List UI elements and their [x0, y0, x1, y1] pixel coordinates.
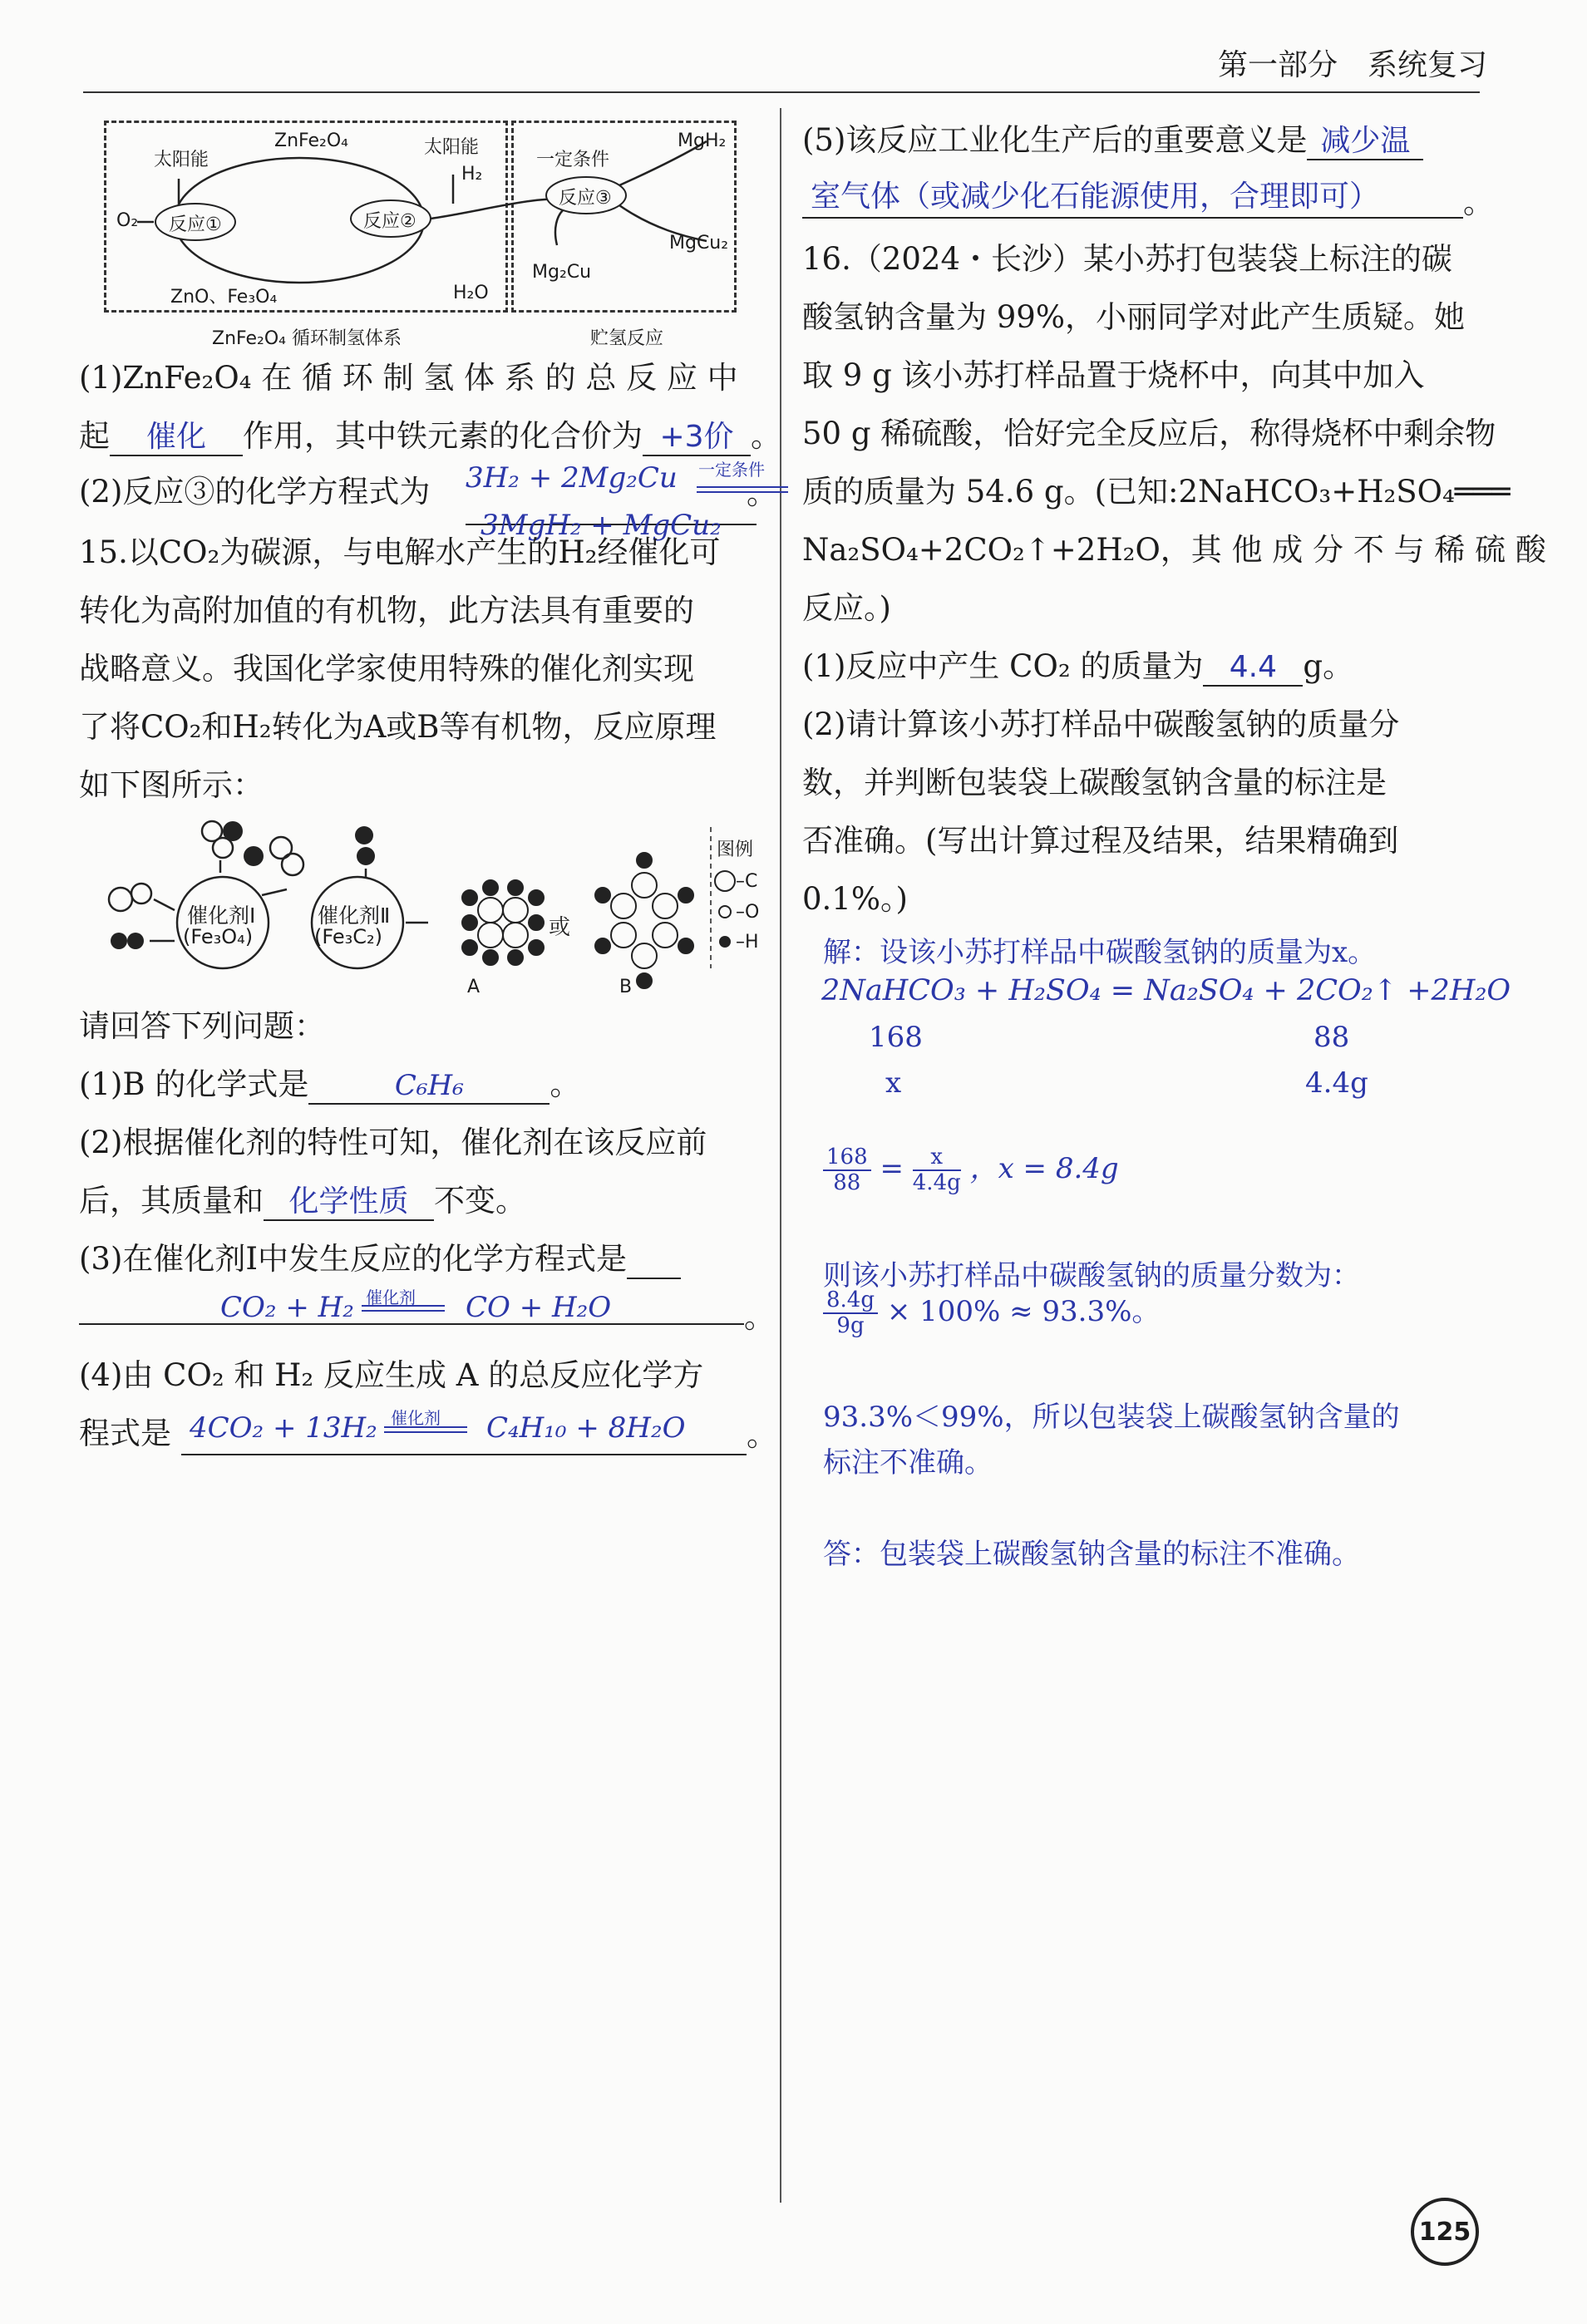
- q14-text: 起: [79, 418, 110, 454]
- q16-blank-1: [1203, 648, 1303, 687]
- znfe2o4-diagram: [104, 121, 736, 357]
- q15-blank-3a: [627, 1241, 681, 1279]
- reaction3-label: 反应③: [559, 188, 612, 209]
- q14-blank-2: [643, 418, 751, 456]
- q15-eq4-cond: 催化剂: [391, 1408, 441, 1428]
- q15-q3-end: 。: [744, 1299, 775, 1335]
- q15-eq3-sign: [362, 1305, 445, 1312]
- q16-q2-3: 否准确。(写出计算过程及结果，结果精确到: [802, 823, 1399, 859]
- q16-stem-6: Na₂SO₄+2CO₂↑+2H₂O，其 他 成 分 不 与 稀 硫 酸: [802, 532, 1546, 568]
- sun-label-1: 太阳能: [154, 150, 209, 170]
- pct-num: 8.4g: [823, 1288, 878, 1314]
- frac1-num: 168: [823, 1145, 871, 1171]
- mol-a-label: A: [467, 977, 481, 997]
- eq-right: 3MgH₂ + MgCu₂: [481, 509, 722, 542]
- q15-prompt: 请回答下列问题：: [79, 1008, 325, 1044]
- q15-eq3-right: CO + H₂O: [466, 1291, 612, 1324]
- h2o-label: H₂O: [453, 283, 489, 303]
- q15-q5-end: 。: [1463, 185, 1494, 220]
- q16-stem-7: 反应。): [802, 590, 891, 626]
- q15-q4-line1: (4)由 CO₂ 和 H₂ 反应生成 A 的总反应化学方: [79, 1357, 704, 1393]
- eq-condition: 一定条件: [698, 460, 765, 480]
- solution-result: ，x = 8.4g: [969, 1152, 1119, 1185]
- q16-stem-3: 取 9 g 该小苏打样品置于烧杯中，向其中加入: [802, 357, 1425, 393]
- q14-end: 。: [747, 475, 777, 511]
- q15-q3: [79, 1241, 681, 1279]
- eq-left: 3H₂ + 2Mg₂Cu: [466, 461, 678, 495]
- mgcu2-label: MgCu₂: [669, 233, 729, 254]
- header-divider: [83, 91, 1480, 93]
- legend-title: 图例: [717, 839, 754, 860]
- q16-text: g。: [1303, 648, 1354, 684]
- q16-q2-4: 0.1%。): [802, 881, 908, 917]
- equals: =: [880, 1152, 904, 1185]
- solution-m1: 168: [869, 1021, 923, 1054]
- legend-c: –C: [736, 871, 758, 892]
- solution-v2: 4.4g: [1305, 1066, 1368, 1100]
- q14-part1-line1: (1)ZnFe₂O₄ 在 循 环 制 氢 体 系 的 总 反 应 中: [79, 360, 738, 396]
- cat1-label: 催化剂Ⅰ: [187, 904, 256, 928]
- q16-stem-1: 16.（2024・长沙）某小苏打包装袋上标注的碳: [802, 241, 1453, 277]
- q15-text: 后，其质量和: [79, 1183, 264, 1219]
- cat2-label: 催化剂Ⅱ: [318, 904, 391, 928]
- q15-answer-5a: 减少温: [1320, 124, 1411, 158]
- frac2-num: x: [913, 1145, 961, 1171]
- cat2-formula: (Fe₃C₂): [314, 925, 382, 948]
- q14-answer-1: 催化: [145, 420, 206, 454]
- cat1-formula: (Fe₃O₄): [183, 925, 254, 948]
- fraction-2: [913, 1145, 961, 1194]
- solution-proportion: [823, 1145, 1119, 1195]
- solution-equation: 2NaHCO₃ + H₂SO₄ = Na₂SO₄ + 2CO₂↑ +2H₂O: [821, 974, 1511, 1007]
- q15-eq3-cond: 催化剂: [366, 1288, 416, 1307]
- q15-stem-3: 战略意义。我国化学家使用特殊的催化剂实现: [79, 651, 694, 687]
- q15-stem-4: 了将CO₂和H₂转化为A或B等有机物，反应原理: [79, 709, 717, 745]
- solution-answer: 答：包装袋上碳酸氢钠含量的标注不准确。: [823, 1538, 1360, 1571]
- frac1-den: 88: [833, 1170, 861, 1195]
- q15-stem-2: 转化为高附加值的有机物，此方法具有重要的: [79, 593, 694, 628]
- q16-answer-1: 4.4: [1229, 650, 1278, 684]
- q15-q2-line1: (2)根据催化剂的特性可知，催化剂在该反应前: [79, 1125, 707, 1160]
- solution-percent: [823, 1288, 1160, 1338]
- q16-stem-5: 质的质量为 54.6 g。(已知:2NaHCO₃+H₂SO₄═══: [802, 474, 1511, 510]
- reaction1-label: 反应①: [169, 214, 222, 235]
- q14-text: (2)反应③的化学方程式为: [79, 474, 431, 510]
- solution-m2: 88: [1313, 1021, 1350, 1054]
- q16-q1: [802, 648, 1353, 687]
- frac2-den: 4.4g: [912, 1170, 961, 1195]
- q15-eq4-right: C₄H₁₀ + 8H₂O: [486, 1411, 686, 1445]
- q15-answer-1: C₆H₆: [394, 1069, 464, 1102]
- solution-compare-1: 93.3%＜99%，所以包装袋上碳酸氢钠含量的: [823, 1401, 1400, 1434]
- q15-text: (5)该反应工业化生产后的重要意义是: [802, 122, 1308, 158]
- q16-q2-2: 数，并判断包装袋上碳酸氢钠含量的标注是: [802, 765, 1387, 800]
- caption-cycle: ZnFe₂O₄ 循环制氢体系: [212, 328, 402, 349]
- page-header: 第一部分 系统复习: [1217, 48, 1487, 82]
- q15-eq4-left: 4CO₂ + 13H₂: [190, 1411, 377, 1445]
- znfe2o4-label: ZnFe₂O₄: [274, 130, 348, 151]
- pct-rest: × 100% ≈ 93.3%。: [886, 1295, 1161, 1328]
- q15-stem-5: 如下图所示：: [79, 767, 264, 803]
- legend-h: –H: [736, 932, 759, 953]
- page-number: 125: [1411, 2198, 1479, 2266]
- q15-blank-2: [264, 1183, 434, 1221]
- fraction-pct: [823, 1288, 878, 1337]
- or-label: 或: [549, 915, 571, 940]
- q15-blank-5a: [1307, 122, 1423, 160]
- q15-text: (3)在催化剂Ⅰ中发生反应的化学方程式是: [79, 1241, 628, 1277]
- solution-set: 解：设该小苏打样品中碳酸氢钠的质量为x。: [823, 936, 1377, 969]
- q16-stem-2: 酸氢钠含量为 99%，小丽同学对此产生质疑。她: [802, 299, 1465, 335]
- reaction2-label: 反应②: [363, 211, 416, 232]
- q16-text: (1)反应中产生 CO₂ 的质量为: [802, 648, 1204, 684]
- q15-q2-line2: [79, 1183, 526, 1221]
- q14-blank-1: [110, 418, 243, 456]
- q15-stem-1: 15.以CO₂为碳源，与电解水产生的H₂经催化可: [79, 534, 721, 570]
- q15-blank-3b: [79, 1320, 744, 1325]
- legend-o: –O: [736, 902, 760, 923]
- q14-answer-2: +3价: [659, 420, 734, 454]
- solution-v1: x: [885, 1066, 902, 1100]
- q14-text: 作用，其中铁元素的化合价为: [243, 418, 643, 454]
- caption-storage: 贮氢反应: [590, 328, 664, 349]
- pct-den: 9g: [836, 1313, 865, 1338]
- q15-eq3-left: CO₂ + H₂: [220, 1291, 354, 1324]
- q15-q4-end: 。: [747, 1417, 777, 1453]
- q15-answer-2: 化学性质: [288, 1184, 409, 1219]
- q15-blank-4: [181, 1450, 747, 1455]
- mol-b-label: B: [619, 977, 633, 997]
- catalyst-diagram: [100, 819, 765, 1002]
- solution-compare-2: 标注不准确。: [823, 1446, 993, 1480]
- q16-q2-1: (2)请计算该小苏打样品中碳酸氢钠的质量分: [802, 707, 1400, 742]
- q15-text: (1)B 的化学式是: [79, 1066, 309, 1102]
- q15-blank-1: [308, 1066, 550, 1105]
- q15-q4-line2: 程式是: [79, 1416, 171, 1451]
- mgh2-label: MgH₂: [678, 130, 727, 151]
- condition-label: 一定条件: [536, 150, 610, 170]
- h2-label: H₂: [461, 164, 483, 185]
- q14-text: 。: [751, 418, 781, 454]
- q15-text: 不变。: [434, 1183, 526, 1219]
- q15-q5-line1: [802, 122, 1423, 160]
- zno-label: ZnO、Fe₃O₄: [170, 287, 278, 308]
- q16-stem-4: 50 g 稀硫酸，恰好完全反应后，称得烧杯中剩余物: [802, 416, 1496, 451]
- q15-eq4-sign: [384, 1426, 467, 1433]
- solution-then: 则该小苏打样品中碳酸氢钠的质量分数为：: [823, 1259, 1360, 1292]
- o2-label: O₂: [116, 210, 139, 231]
- q14-part2: [79, 474, 430, 510]
- q15-q1: (1)B 的化学式是 C₆H₆ 。: [79, 1066, 580, 1105]
- mg2cu-label: Mg₂Cu: [532, 262, 592, 283]
- q14-part1-line2: [79, 418, 781, 456]
- q15-answer-5b: 室气体（或减少化石能源使用，合理即可）: [811, 180, 1380, 214]
- sun-label-2: 太阳能: [424, 137, 480, 158]
- fraction-1: [823, 1145, 871, 1194]
